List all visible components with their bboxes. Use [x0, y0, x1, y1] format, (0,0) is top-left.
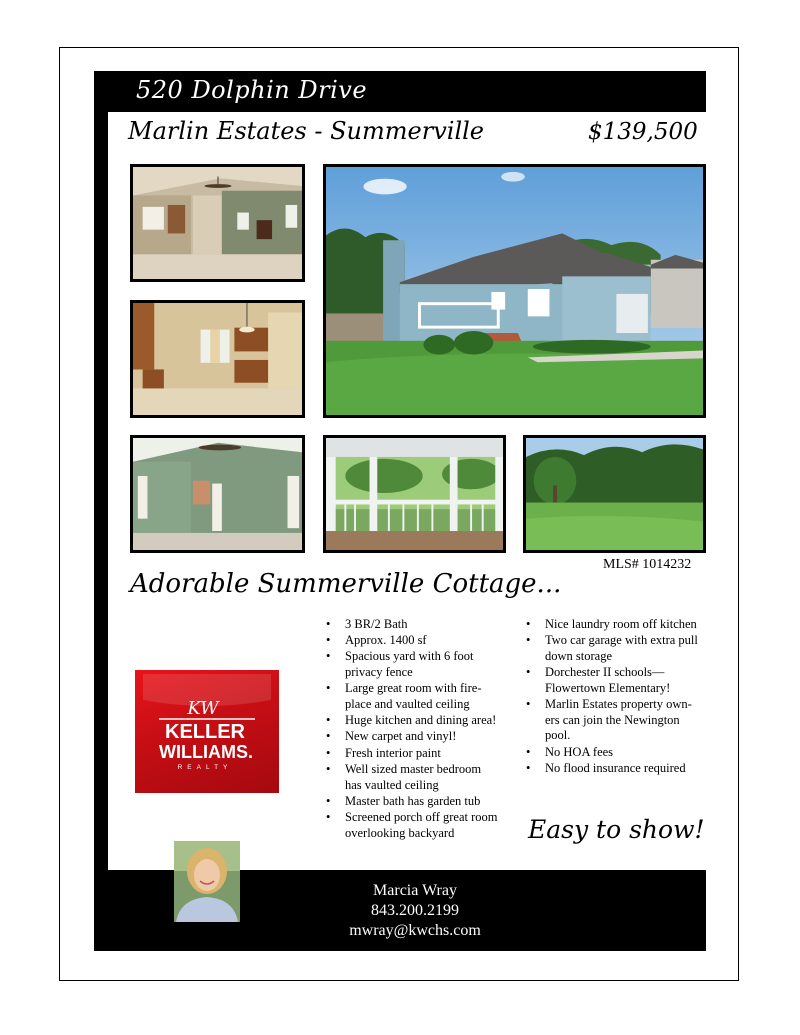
agent-contact [300, 881, 530, 941]
logo-line-realty: REALTY [177, 764, 233, 771]
feature-item: • Huge kitchen and dining area! [321, 713, 499, 729]
left-accent-bar [94, 71, 108, 951]
logo-line-keller: KELLER [165, 721, 245, 743]
feature-item: • Marlin Estates property own-ers can join the Newington pool. [521, 697, 701, 744]
feature-item: • Well sized master bedroom has vaulted ceiling [321, 762, 499, 793]
backyard-photo [523, 435, 706, 553]
agent-name: Marcia Wray [373, 882, 457, 899]
feature-item: • Master bath has garden tub [321, 794, 499, 810]
screened-porch-photo [323, 435, 506, 553]
listing-tagline: Adorable Summerville Cottage... [130, 569, 562, 599]
features-list-left [321, 617, 499, 842]
feature-item: • Fresh interior paint [321, 746, 499, 762]
agent-photo [174, 841, 240, 922]
keller-williams-logo [135, 670, 279, 793]
feature-item: • No flood insurance required [521, 761, 701, 777]
logo-line-williams: WILLIAMS. [159, 742, 253, 762]
feature-item: • Large great room with fire-place and vaulted ceiling [321, 681, 499, 712]
feature-item: • No HOA fees [521, 745, 701, 761]
great-room-photo [130, 164, 305, 282]
agent-phone: 843.200.2199 [371, 902, 459, 919]
feature-item: • 3 BR/2 Bath [321, 617, 499, 633]
feature-item: • Spacious yard with 6 foot privacy fence [321, 649, 499, 680]
features-list-right [521, 617, 701, 777]
feature-item: • Screened porch off great room overlooking backyard [321, 810, 499, 841]
exterior-photo [323, 164, 706, 418]
feature-item: • New carpet and vinyl! [321, 729, 499, 745]
feature-item: • Dorchester II schools—Flowertown Elementary! [521, 665, 701, 696]
bedroom-photo [130, 435, 305, 553]
kitchen-photo [130, 300, 305, 418]
property-address: 520 Dolphin Drive [136, 76, 368, 104]
neighborhood-title: Marlin Estates - Summerville [128, 117, 484, 145]
feature-item: • Approx. 1400 sf [321, 633, 499, 649]
agent-email: mwray@kwchs.com [349, 922, 481, 939]
closing-callout: Easy to show! [528, 815, 705, 844]
feature-item: • Two car garage with extra pull down storage [521, 633, 701, 664]
svg-text:KW: KW [187, 698, 219, 719]
mls-number: MLS# 1014232 [603, 557, 692, 572]
listing-price: $139,500 [588, 119, 698, 145]
feature-item: • Nice laundry room off kitchen [521, 617, 701, 633]
